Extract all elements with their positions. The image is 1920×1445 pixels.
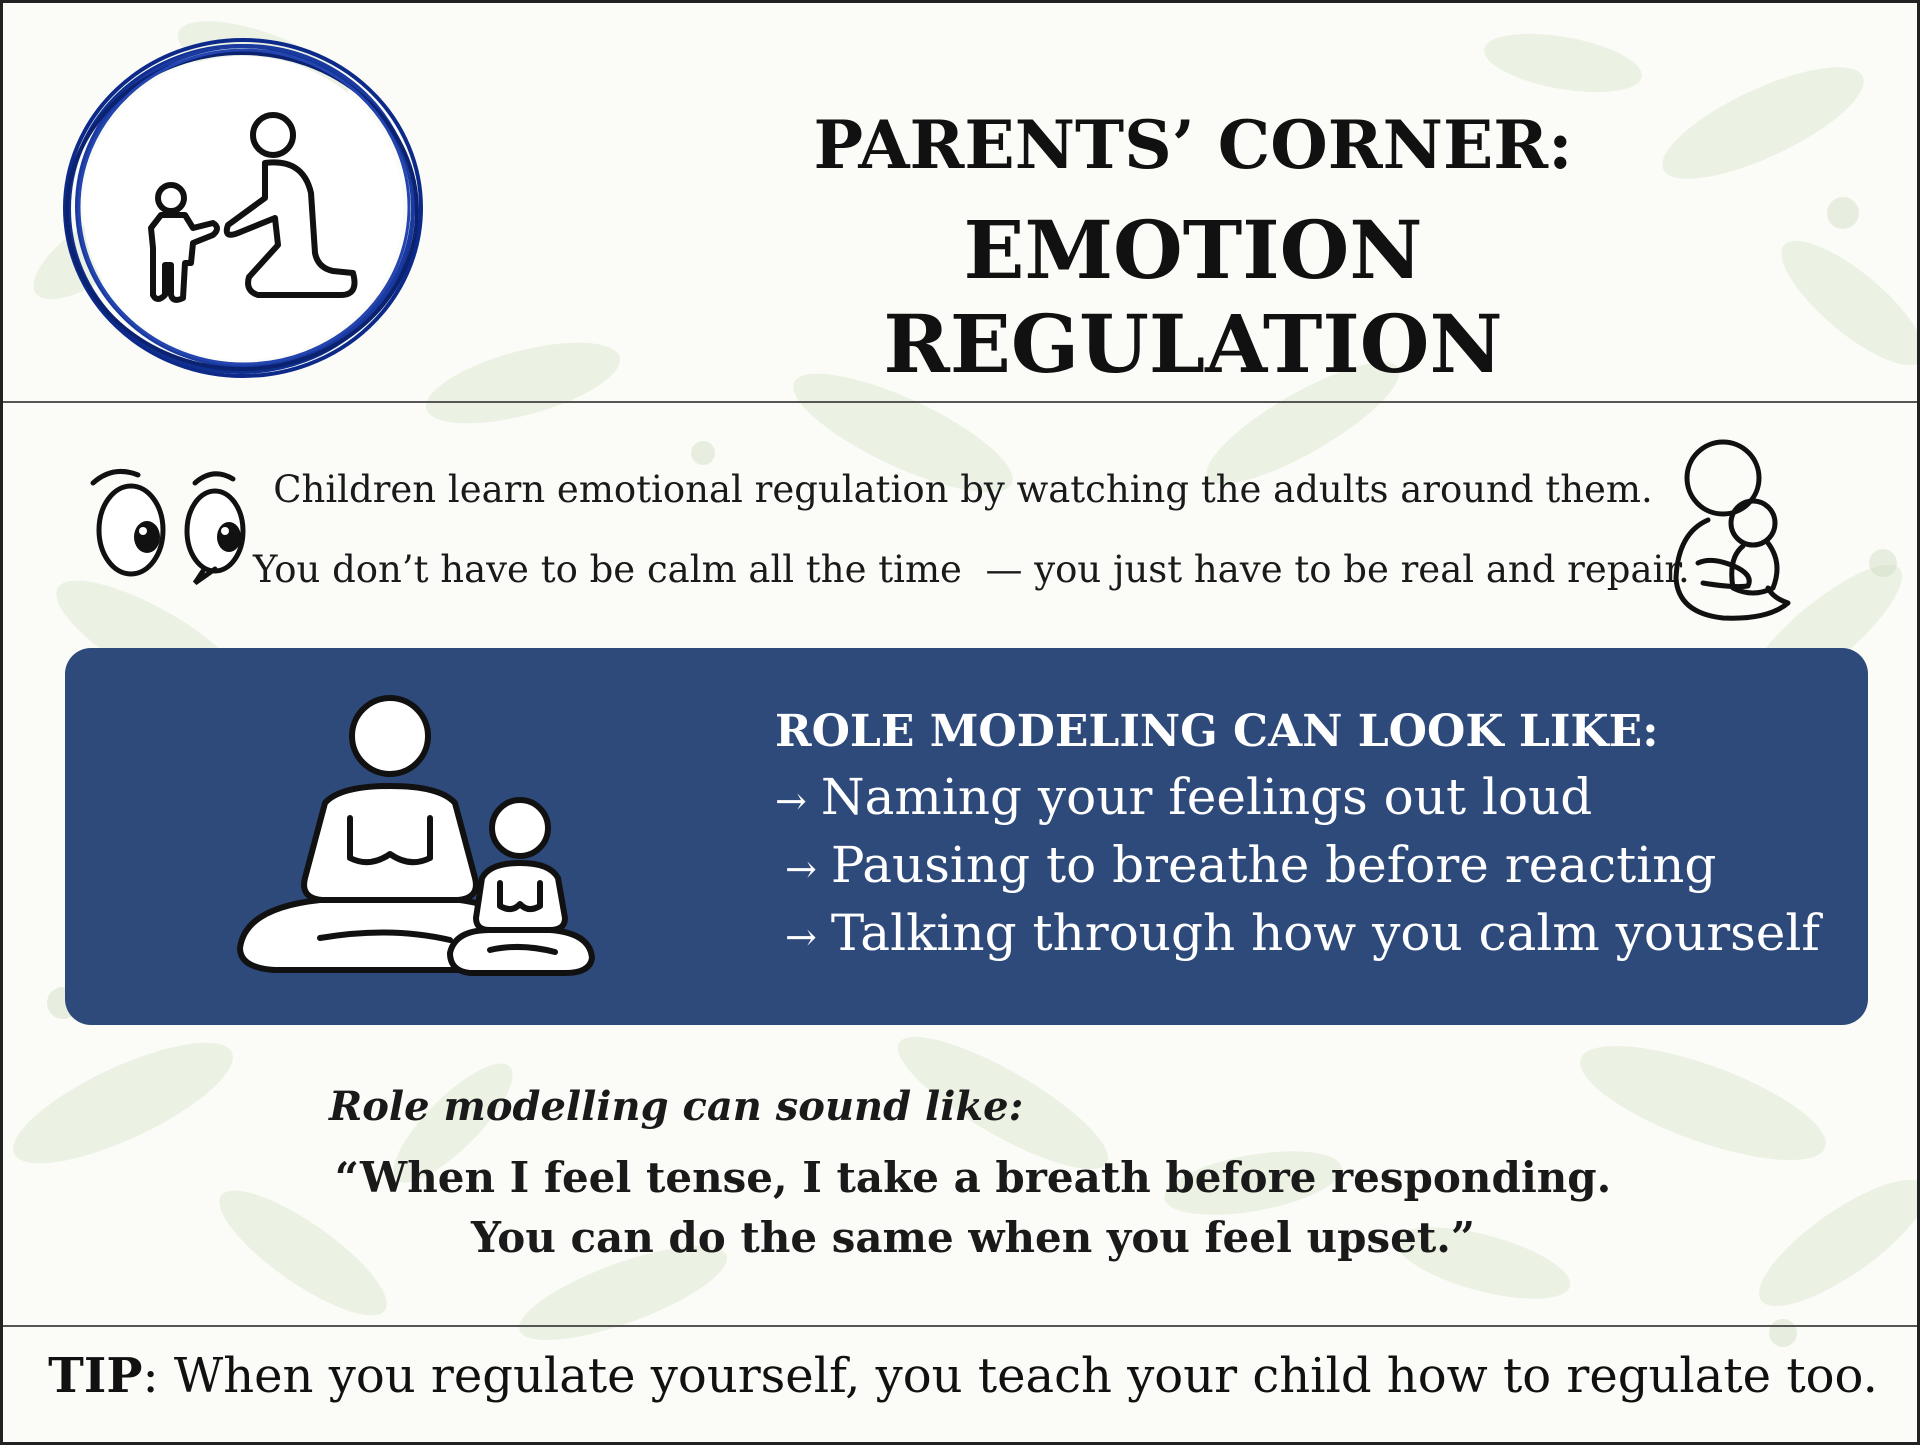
arrow-right-icon: → [785, 847, 817, 891]
watching-eyes-icon [83, 465, 258, 585]
panel-item-text: Talking through how you calm yourself [830, 904, 1820, 962]
panel-item-1 [775, 768, 1592, 826]
quote-line-2: You can do the same when you feel upset.” [470, 1213, 1476, 1262]
parent-kneeling-with-child-icon [53, 33, 433, 383]
tip-label: TIP [48, 1348, 143, 1404]
tip-footer [3, 1348, 1920, 1404]
panel-item-text: Naming your feelings out loud [820, 768, 1593, 826]
quote-line-1: “When I feel tense, I take a breath before responding. [334, 1153, 1612, 1202]
footer-divider [3, 1325, 1917, 1327]
meditating-parent-and-child-icon [200, 668, 620, 998]
panel-item-3 [785, 904, 1820, 962]
arrow-right-icon: → [785, 915, 817, 959]
header-divider [3, 401, 1917, 403]
arrow-right-icon: → [775, 779, 807, 823]
tip-text: : When you regulate yourself, you teach your child how to regulate too. [142, 1348, 1878, 1404]
role-modeling-panel [65, 648, 1868, 1025]
parent-hugging-child-icon [1668, 438, 1798, 623]
panel-item-2 [785, 836, 1716, 894]
page-title-line1: PARENTS’ CORNER: [813, 106, 1573, 184]
panel-item-text: Pausing to breathe before reacting [830, 836, 1717, 894]
intro-line-2: You don’t have to be calm all the time — you just have to be real and repair. [253, 548, 1690, 591]
intro-line-1: Children learn emotional regulation by watching the adults around them. [273, 468, 1653, 511]
page-title-line2: EMOTION REGULATION [883, 203, 1503, 391]
panel-heading: ROLE MODELING CAN LOOK LIKE: [775, 706, 1659, 757]
sound-like-heading: Role modelling can sound like: [329, 1083, 1024, 1130]
